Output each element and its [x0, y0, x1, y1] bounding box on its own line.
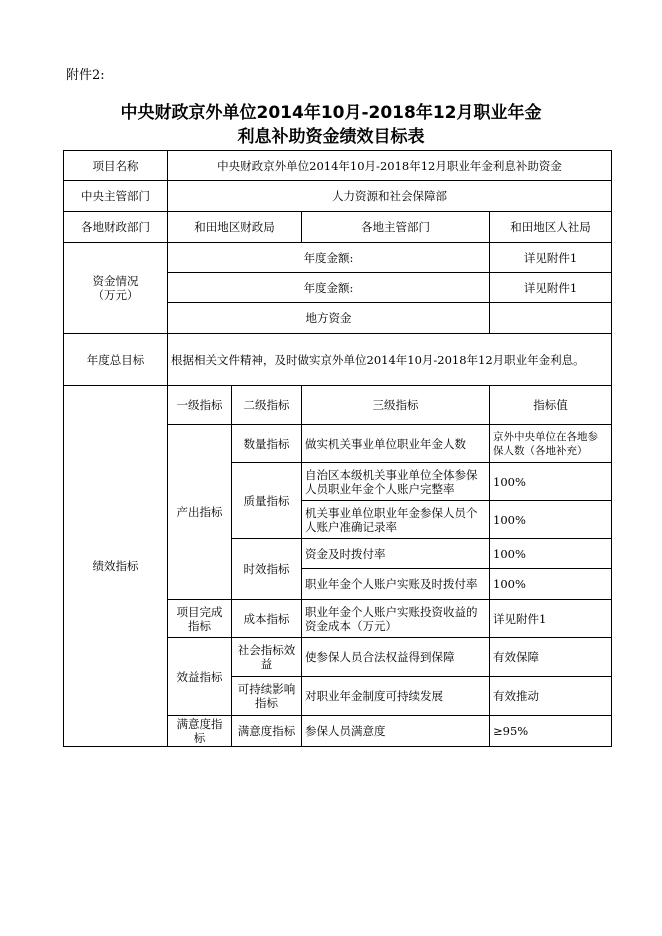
annual-goal-value: 根据相关文件精神，及时做实京外单位2014年10月-2018年12月职业年金利息。 — [168, 334, 612, 386]
satisfaction-level2-label: 满意度指标 — [232, 716, 302, 747]
central-dept-label: 中央主管部门 — [64, 181, 168, 212]
quantity-indicator-value: 京外中央单位在各地参保人数（各地补充） — [490, 425, 612, 463]
table-row — [64, 334, 612, 386]
sustain-indicator-item: 对职业年金制度可持续发展 — [302, 677, 490, 716]
local-finance-label: 各地财政部门 — [64, 212, 168, 243]
quality-indicator-value: 100% — [490, 501, 612, 539]
satisfaction-indicator-value: ≥95% — [490, 716, 612, 747]
timeliness-indicator-item: 资金及时拨付率 — [302, 539, 490, 569]
social-indicator-label: 社会指标效益 — [232, 638, 302, 677]
table-row — [64, 386, 612, 425]
attachment-label: 附件2: — [66, 68, 105, 83]
quality-indicator-value: 100% — [490, 463, 612, 501]
local-fund-label: 地方资金 — [168, 303, 490, 334]
satisfaction-level1-label: 满意度指标 — [168, 716, 232, 747]
table-row — [64, 243, 612, 273]
central-dept-value: 人力资源和社会保障部 — [168, 181, 612, 212]
document-title-line2: 利息补助资金绩效目标表 — [237, 127, 425, 147]
annual-amount-label: 年度金额: — [168, 273, 490, 303]
timeliness-indicator-label: 时效指标 — [232, 539, 302, 600]
indicator-section-label: 绩效指标 — [64, 386, 168, 747]
benefit-indicator-label: 效益指标 — [168, 638, 232, 716]
quantity-indicator-label: 数量指标 — [232, 425, 302, 463]
table-row — [64, 212, 612, 243]
satisfaction-indicator-item: 参保人员满意度 — [302, 716, 490, 747]
annual-amount-value: 详见附件1 — [490, 273, 612, 303]
annual-amount-value: 详见附件1 — [490, 243, 612, 273]
annual-amount-label: 年度金额: — [168, 243, 490, 273]
table-row — [64, 181, 612, 212]
cost-indicator-label: 成本指标 — [232, 600, 302, 638]
completion-indicator-label: 项目完成指标 — [168, 600, 232, 638]
table-row — [64, 151, 612, 181]
header-level3: 三级指标 — [302, 386, 490, 425]
timeliness-indicator-value: 100% — [490, 539, 612, 569]
performance-target-table — [63, 150, 612, 747]
fund-label: 资金情况 （万元） — [64, 243, 168, 334]
timeliness-indicator-value: 100% — [490, 569, 612, 600]
quality-indicator-item: 机关事业单位职业年金参保人员个人账户准确记录率 — [302, 501, 490, 539]
project-name-label: 项目名称 — [64, 151, 168, 181]
project-name-value: 中央财政京外单位2014年10月-2018年12月职业年金利息补助资金 — [168, 151, 612, 181]
quality-indicator-item: 自治区本级机关事业单位全体参保人员职业年金个人账户完整率 — [302, 463, 490, 501]
quantity-indicator-item: 做实机关事业单位职业年金人数 — [302, 425, 490, 463]
timeliness-indicator-item: 职业年金个人账户实账及时拨付率 — [302, 569, 490, 600]
local-dept-value: 和田地区人社局 — [490, 212, 612, 243]
local-dept-label: 各地主管部门 — [302, 212, 490, 243]
header-level1: 一级指标 — [168, 386, 232, 425]
annual-goal-label: 年度总目标 — [64, 334, 168, 386]
local-fund-value — [490, 303, 612, 334]
social-indicator-value: 有效保障 — [490, 638, 612, 677]
quality-indicator-label: 质量指标 — [232, 463, 302, 539]
cost-indicator-value: 详见附件1 — [490, 600, 612, 638]
cost-indicator-item: 职业年金个人账户实账投资收益的资金成本（万元） — [302, 600, 490, 638]
local-finance-value: 和田地区财政局 — [168, 212, 302, 243]
sustain-indicator-value: 有效推动 — [490, 677, 612, 716]
header-level2: 二级指标 — [232, 386, 302, 425]
sustain-indicator-label: 可持续影响指标 — [232, 677, 302, 716]
social-indicator-item: 使参保人员合法权益得到保障 — [302, 638, 490, 677]
document-title-line1: 中央财政京外单位2014年10月-2018年12月职业年金 — [120, 103, 542, 123]
header-value: 指标值 — [490, 386, 612, 425]
output-indicator-label: 产出指标 — [168, 425, 232, 600]
